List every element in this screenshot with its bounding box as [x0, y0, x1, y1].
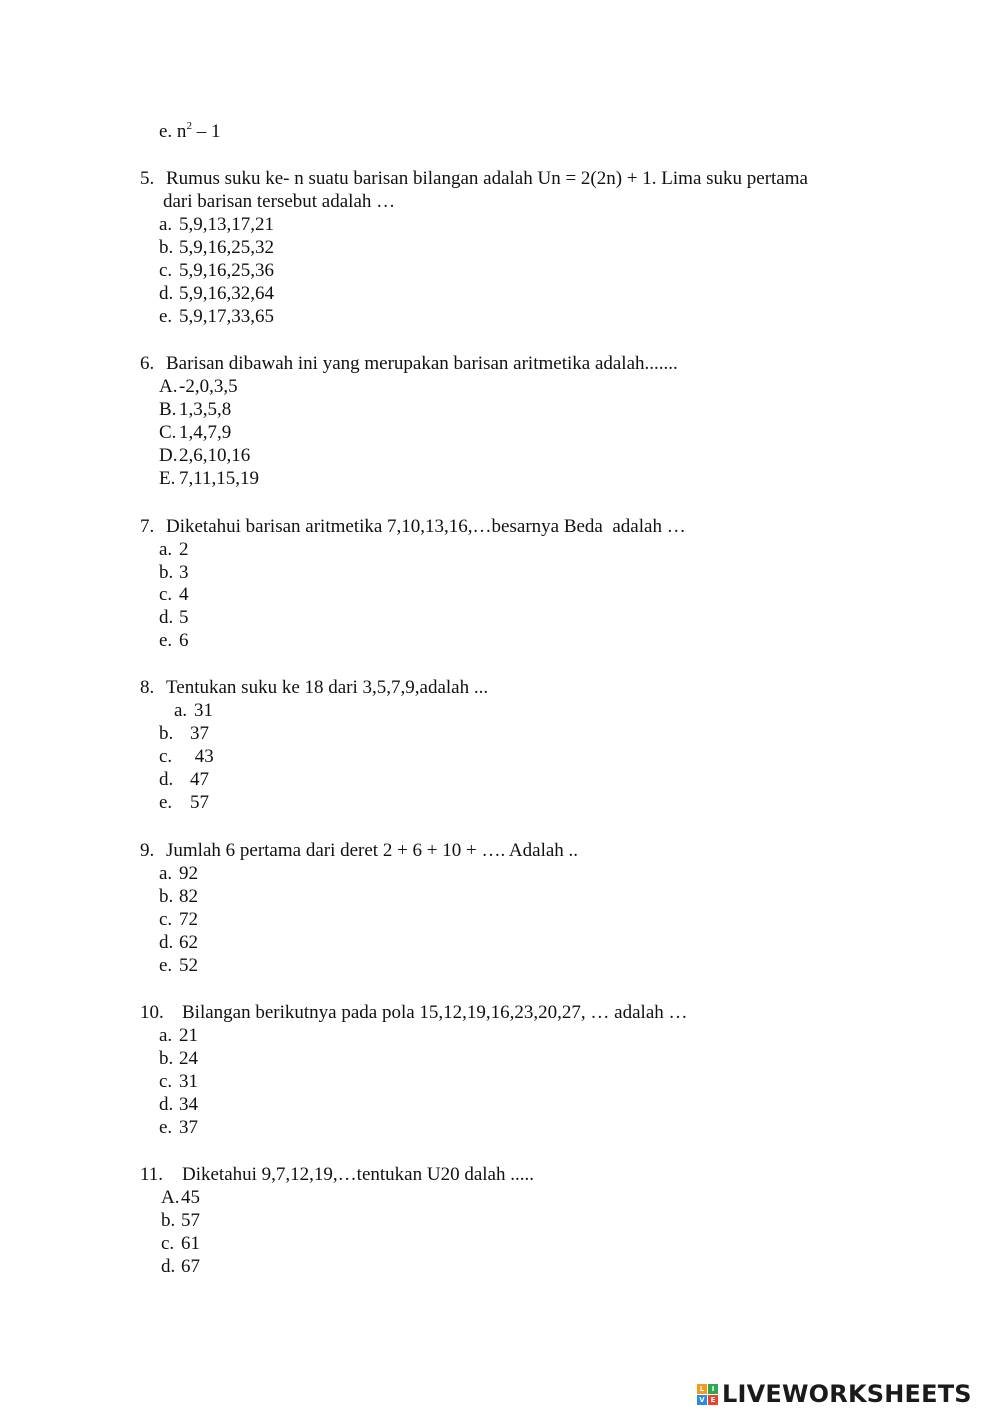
q7-option-d: d. 5 — [159, 607, 189, 628]
q9-option-c: c. 72 — [159, 909, 198, 930]
q5-option-c: c. 5,9,16,25,36 — [159, 260, 274, 281]
q9-option-b: b. 82 — [159, 886, 198, 907]
question-6: 6. Barisan dibawah ini yang merupakan barisan aritmetika adalah....... — [140, 353, 678, 374]
q8-option-d: d. 47 — [159, 769, 209, 790]
logo-tile-v: V — [697, 1395, 707, 1405]
q8-option-e: e. 57 — [159, 792, 209, 813]
q7-option-a: a. 2 — [159, 539, 189, 560]
q11-option-a: A.45 — [161, 1187, 200, 1208]
logo-grid-icon — [697, 1384, 718, 1405]
question-8: 8. Tentukan suku ke 18 dari 3,5,7,9,adalah ... — [140, 677, 489, 698]
q6-option-c: C. 1,4,7,9 — [159, 422, 232, 443]
q5-option-a: a. 5,9,13,17,21 — [159, 214, 274, 235]
q8-option-c: c. 43 — [159, 746, 214, 767]
q10-option-d: d. 34 — [159, 1094, 198, 1115]
q8-option-b: b. 37 — [159, 723, 209, 744]
q5-option-d: d. 5,9,16,32,64 — [159, 283, 274, 304]
q6-option-b: B. 1,3,5,8 — [159, 399, 232, 420]
logo-tile-i: I — [708, 1384, 718, 1394]
question-9: 9. Jumlah 6 pertama dari deret 2 + 6 + 10 + …. Adalah .. — [140, 840, 579, 861]
q10-option-c: c. 31 — [159, 1071, 198, 1092]
q7-option-c: c. 4 — [159, 584, 189, 605]
question-7: 7. Diketahui barisan aritmetika 7,10,13,16,…besarnya Beda adalah … — [140, 516, 686, 537]
question-10: 10. Bilangan berikutnya pada pola 15,12,19,16,23,20,27, … adalah … — [140, 1002, 688, 1023]
q10-option-b: b. 24 — [159, 1048, 198, 1069]
q9-option-e: e. 52 — [159, 955, 198, 976]
q7-option-e: e. 6 — [159, 630, 189, 651]
q6-option-d: D.2,6,10,16 — [159, 445, 251, 466]
brand-name: LIVEWORKSHEETS — [722, 1380, 972, 1408]
q10-option-e: e. 37 — [159, 1117, 198, 1138]
q10-option-a: a. 21 — [159, 1025, 198, 1046]
q11-option-d: d. 67 — [161, 1256, 200, 1277]
logo-tile-l: L — [697, 1384, 707, 1394]
q5-option-e: e. 5,9,17,33,65 — [159, 306, 274, 327]
q9-option-d: d. 62 — [159, 932, 198, 953]
question-11: 11. Diketahui 9,7,12,19,…tentukan U20 dalah ..... — [140, 1164, 534, 1185]
question-5: 5. Rumus suku ke- n suatu barisan bilangan adalah Un = 2(2n) + 1. Lima suku pertama — [140, 168, 808, 189]
q6-option-a: A.-2,0,3,5 — [159, 376, 238, 397]
q7-option-b: b. 3 — [159, 562, 189, 583]
q6-option-e: E. 7,11,15,19 — [159, 468, 260, 489]
logo-tile-e: E — [708, 1395, 718, 1405]
q11-option-c: c. 61 — [161, 1233, 200, 1254]
q4-option-e: e. $n^2 - 1$ — [159, 120, 221, 142]
question-5-line2: dari barisan tersebut adalah … — [163, 191, 396, 212]
q5-option-b: b. 5,9,16,25,32 — [159, 237, 274, 258]
liveworksheets-logo — [697, 1379, 972, 1409]
q8-option-a: a. 31 — [174, 700, 213, 721]
q11-option-b: b. 57 — [161, 1210, 200, 1231]
q9-option-a: a. 92 — [159, 863, 198, 884]
